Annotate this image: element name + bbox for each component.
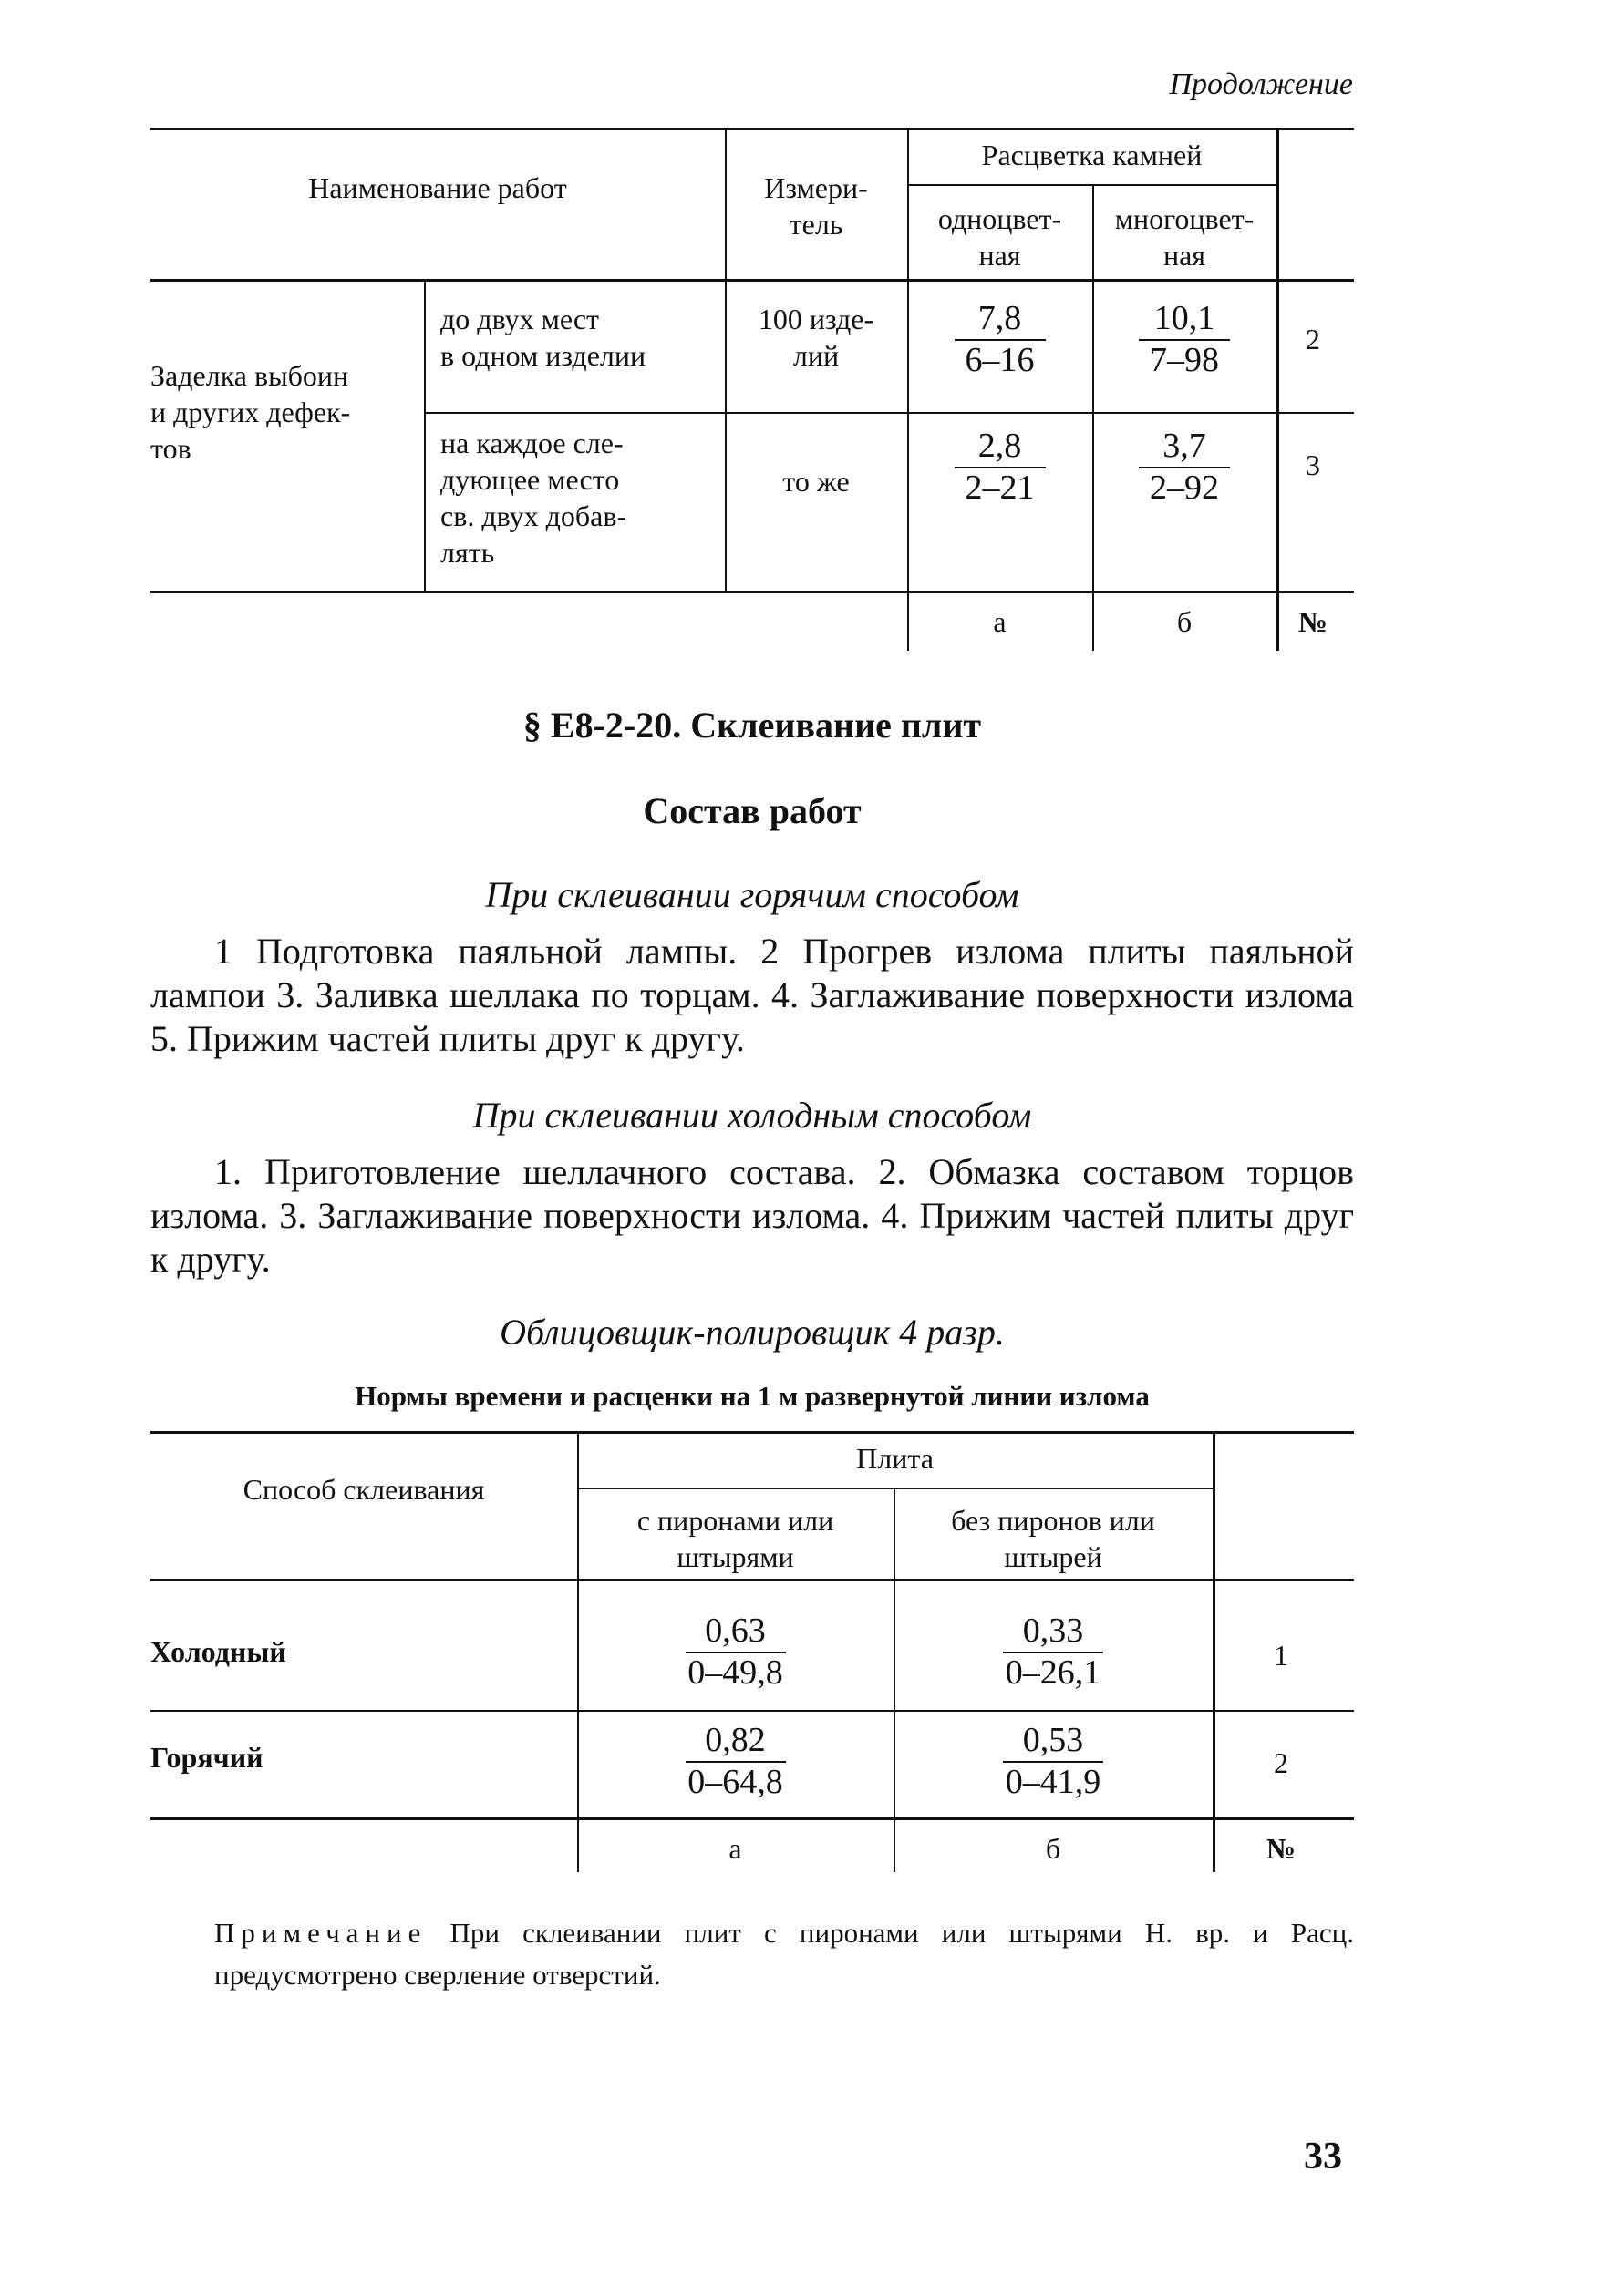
- fraction-multi: [1092, 299, 1276, 379]
- cold-method-text: 1. Приготовление шеллачного состава. 2. Обмазка составом торцов излома. 3. Заглаживание поверхности излома. 4. Прижим частей плиты друг к другу.: [150, 1151, 1354, 1280]
- col-header-single: [907, 201, 1092, 273]
- table1-vline: [1276, 129, 1279, 651]
- fraction-num: 3,7: [1162, 427, 1206, 465]
- table2-row-rule: [150, 1710, 1354, 1712]
- row-method: Холодный: [150, 1635, 286, 1668]
- fraction-den: 0–49,8: [686, 1652, 786, 1692]
- row-number: 2: [1306, 323, 1320, 355]
- col-header-with-pins-l1: с пиронами или: [636, 1504, 834, 1537]
- col-header-unit-l2: тель: [789, 208, 843, 241]
- footer-col-no: №: [1297, 605, 1328, 638]
- col-header-without-pins-l2: штырей: [1004, 1540, 1102, 1573]
- footer-col-b: б: [1045, 1832, 1061, 1865]
- row-sub-l1: на каждое сле-: [440, 427, 624, 459]
- col-header-single-l2: ная: [978, 239, 1021, 272]
- footer-col-b: б: [1176, 605, 1193, 638]
- fraction-den: 6–16: [955, 339, 1046, 379]
- col-header-multi: [1092, 201, 1276, 273]
- row-sub-l2: дующее место: [440, 463, 620, 496]
- table2-plate-rule: [577, 1488, 1215, 1489]
- fraction-den: 2–92: [1139, 467, 1230, 507]
- note: [214, 1912, 1354, 1996]
- fraction-num: 10,1: [1153, 299, 1215, 337]
- cold-method-title: При склеивании холодным способом: [472, 1095, 1032, 1136]
- table-row-sub: [440, 301, 718, 374]
- fraction-den: 0–26,1: [1003, 1652, 1103, 1692]
- row-sub-l1: до двух мест: [440, 303, 600, 335]
- col-header-color: Расцветка камней: [981, 139, 1203, 171]
- row-unit: [725, 301, 907, 374]
- fraction-num: 0,33: [1022, 1611, 1084, 1650]
- col-header-single-l1: одноцвет-: [937, 202, 1062, 235]
- col-header-with-pins: [577, 1502, 894, 1575]
- footer-col-a: а: [728, 1832, 742, 1865]
- fraction-without-pins: [894, 1721, 1213, 1801]
- row-number: 1: [1274, 1639, 1288, 1672]
- fraction-num: 7,8: [977, 299, 1022, 337]
- table2-caption: Нормы времени и расценки на 1 м развернутой линии излома: [355, 1380, 1150, 1412]
- hot-method-text: 1 Подготовка паяльной лампы. 2 Прогрев излома плиты паяльной лампои 3. Заливка шеллака по торцам. 4. Заглаживание поверхности излома 5. Прижим частей плиты друг к другу.: [150, 931, 1354, 1059]
- footer-col-a: а: [993, 605, 1007, 638]
- col-header-method: Способ склеивания: [243, 1473, 485, 1506]
- table1-header-rule: [150, 279, 1354, 282]
- row-number: 3: [1306, 448, 1320, 481]
- row-sub-l4: лять: [440, 536, 495, 569]
- composition-title: Состав работ: [643, 790, 862, 831]
- row-group-l1: Заделка выбоин: [150, 359, 349, 392]
- note-text: При склеивании плит с пиронами или штырями Н. вр. и Расц. предусмотрено сверление отверстий.: [214, 1917, 1355, 1991]
- fraction-den: 0–64,8: [686, 1761, 786, 1801]
- section-title: § Е8-2-20. Склеивание плит: [522, 705, 982, 746]
- row-group-l3: тов: [150, 432, 191, 465]
- row-group-l2: и других дефек-: [150, 396, 351, 428]
- footer-col-no: №: [1266, 1832, 1297, 1865]
- fraction-num: 0,53: [1022, 1721, 1084, 1759]
- col-header-unit-l1: Измери-: [764, 171, 868, 204]
- table1-vline: [424, 281, 426, 591]
- page-number: 33: [1304, 2136, 1342, 2178]
- col-header-multi-l1: многоцвет-: [1114, 202, 1255, 235]
- table2-top-rule: [150, 1431, 1354, 1434]
- fraction-with-pins: [577, 1611, 894, 1692]
- hot-method-title: При склеивании горячим способом: [485, 874, 1019, 915]
- table2-bottom-rule: [150, 1817, 1354, 1820]
- table-row-sub: [440, 425, 718, 571]
- table2-header-rule: [150, 1579, 1354, 1581]
- row-number: 2: [1274, 1746, 1288, 1779]
- fraction-den: 0–41,9: [1003, 1761, 1103, 1801]
- note-label: Примечание: [214, 1917, 428, 1949]
- fraction-single: [907, 299, 1092, 379]
- table1-row-rule: [424, 412, 1354, 414]
- row-group-label: [150, 357, 419, 467]
- row-unit-l2: лий: [792, 339, 840, 372]
- fraction-multi: [1092, 427, 1276, 507]
- col-header-unit: [725, 170, 907, 242]
- fraction-den: 7–98: [1139, 339, 1230, 379]
- fraction-den: 2–21: [955, 467, 1046, 507]
- fraction-num: 2,8: [977, 427, 1022, 465]
- col-header-work: Наименование работ: [308, 171, 567, 204]
- table1-bottom-rule: [150, 591, 1354, 593]
- table1-top-rule: [150, 128, 1354, 130]
- col-header-multi-l2: ная: [1162, 239, 1206, 272]
- row-sub-l3: св. двух добав-: [440, 499, 627, 532]
- col-header-without-pins-l1: без пиронов или: [951, 1504, 1155, 1537]
- fraction-num: 0,82: [705, 1721, 766, 1759]
- fraction-single: [907, 427, 1092, 507]
- col-header-with-pins-l2: штырями: [677, 1540, 794, 1573]
- worker-grade: Облицовщик-полировщик 4 разр.: [500, 1312, 1005, 1353]
- fraction-num: 0,63: [705, 1611, 766, 1650]
- fraction-without-pins: [894, 1611, 1213, 1692]
- row-sub-l2: в одном изделии: [440, 339, 646, 372]
- col-header-plate: Плита: [856, 1442, 934, 1475]
- col-header-without-pins: [894, 1502, 1213, 1575]
- row-unit: то же: [782, 465, 850, 498]
- row-method: Горячий: [150, 1741, 263, 1774]
- fraction-with-pins: [577, 1721, 894, 1801]
- continuation-label: Продолжение: [1169, 67, 1353, 101]
- row-unit-l1: 100 изде-: [758, 303, 874, 335]
